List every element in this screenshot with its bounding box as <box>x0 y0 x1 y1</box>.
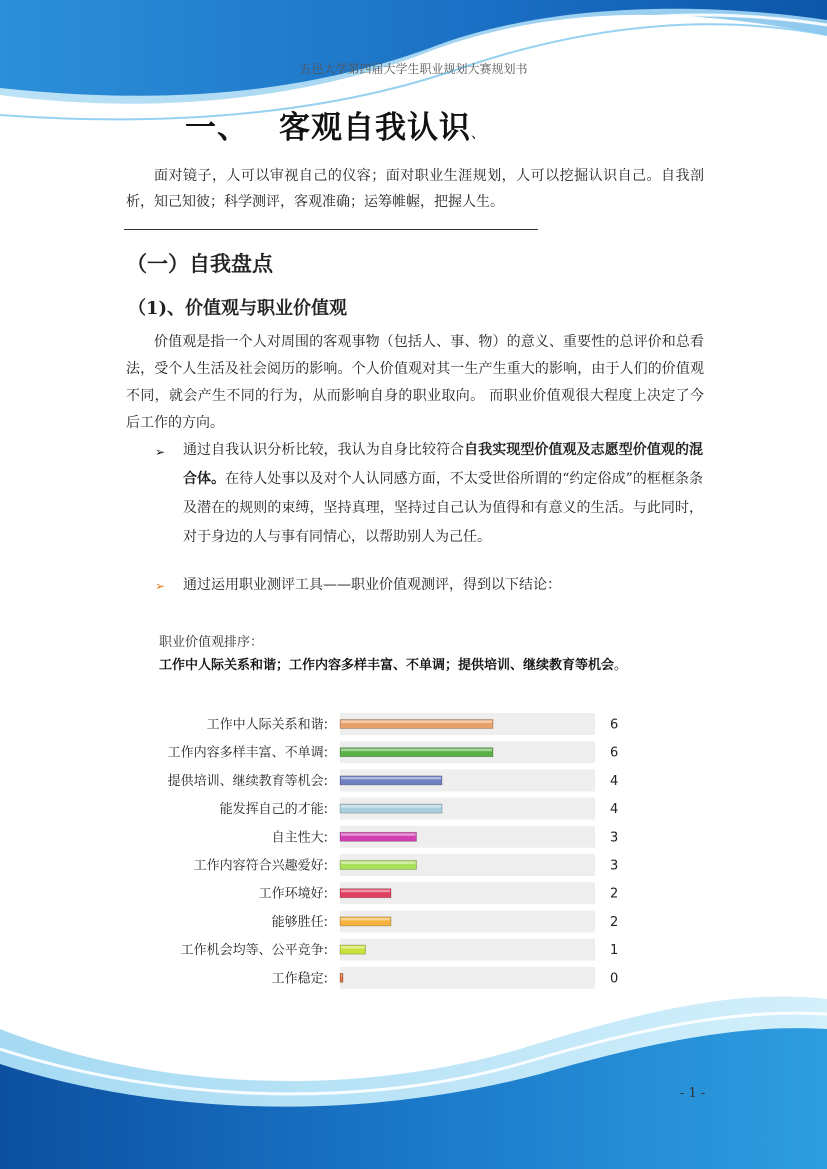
ranking-label: 职业价值观排序： <box>159 635 264 650</box>
bar-highlight <box>341 777 441 780</box>
section-title-mark: 、 <box>471 126 486 142</box>
bullet-arrow-icon: ➢ <box>155 445 166 459</box>
section-number: 一、 <box>185 110 249 146</box>
section-title: 客观自我认识 <box>279 110 471 146</box>
bar-track <box>340 939 595 961</box>
category-label: 能发挥自己的才能: <box>219 802 328 818</box>
category-label: 提供培训、继续教育等机会: <box>167 773 328 789</box>
values-paragraph: 价值观是指一个人对周围的客观事物（包括人、事、物）的意义、重要性的总评价和总看法，受个人生活及社会阅历的影响。个人价值观对其一生产生重大的影响，由于人们的价值观不同，就会产生不同的行为，从而影响自身的职业取向。 而职业价值观很大程度上决定了今后工作的方向。 <box>126 334 704 431</box>
value-label: 0 <box>610 971 619 987</box>
bar-highlight <box>341 833 416 836</box>
bar-highlight <box>341 805 441 808</box>
subsection-subtitle: （1)、价值观与职业价值观 <box>128 298 348 319</box>
category-label: 工作内容多样丰富、不单调: <box>167 745 328 761</box>
value-label: 3 <box>610 858 619 874</box>
section-heading <box>185 102 486 147</box>
value-label: 1 <box>610 943 619 959</box>
bullet-assessment: 通过运用职业测评工具——职业价值观测评，得到以下结论： <box>183 577 561 593</box>
subsection-title: （一）自我盘点 <box>126 251 273 276</box>
bar-highlight <box>341 890 390 893</box>
bar-highlight <box>341 862 416 865</box>
divider-line <box>124 229 538 230</box>
page-number: - 1 - <box>680 1086 706 1101</box>
bullet-arrow-icon: ➢ <box>155 579 166 593</box>
category-label: 工作环境好: <box>258 886 328 902</box>
footer-wave-decoration <box>0 969 827 1169</box>
value-label: 4 <box>610 773 619 789</box>
bullet-self-analysis: 通过自我认识分析比较，我认为自身比较符合自我实现型价值观及志愿型价值观的混合体。在待人处事以及对个人认同感方面，不太受世俗所谓的“约定俗成”的框框条条及潜在的规则的束缚，坚持真理，坚持过自己认为值得和有意义的生活。与此同时，对于身边的人与事有同情心，以帮助别人为己任。 <box>183 442 704 545</box>
ranking-value: 工作中人际关系和谐；工作内容多样丰富、不单调；提供培训、继续教育等机会。 <box>159 658 628 673</box>
bar-highlight <box>341 749 492 752</box>
bar-highlight <box>341 918 390 921</box>
bar-highlight <box>341 946 365 949</box>
category-label: 自主性大: <box>271 830 328 846</box>
category-label: 工作内容符合兴趣爱好: <box>193 858 328 874</box>
category-label: 能够胜任: <box>271 914 328 930</box>
running-header: 五邑大学第四届大学生职业规划大赛规划书 <box>299 62 528 76</box>
value-label: 3 <box>610 830 619 846</box>
value-label: 6 <box>610 717 619 733</box>
value-label: 6 <box>610 745 619 761</box>
bar-highlight <box>341 721 492 724</box>
category-label: 工作机会均等、公平竞争: <box>180 943 328 959</box>
bullet-emphasis: 自我实现型价值观及志愿型价值观的混合体。 <box>183 442 704 487</box>
value-label: 2 <box>610 886 619 902</box>
category-label: 工作中人际关系和谐: <box>206 717 328 733</box>
values-bar-chart <box>120 705 640 995</box>
category-label: 工作稳定: <box>271 971 328 987</box>
value-label: 4 <box>610 802 619 818</box>
value-label: 2 <box>610 914 619 930</box>
intro-paragraph: 面对镜子，人可以审视自己的仪容；面对职业生涯规划，人可以挖掘认识自己。自我剖析，知己知彼；科学测评，客观准确；运筹帷幄，把握人生。 <box>126 168 704 210</box>
